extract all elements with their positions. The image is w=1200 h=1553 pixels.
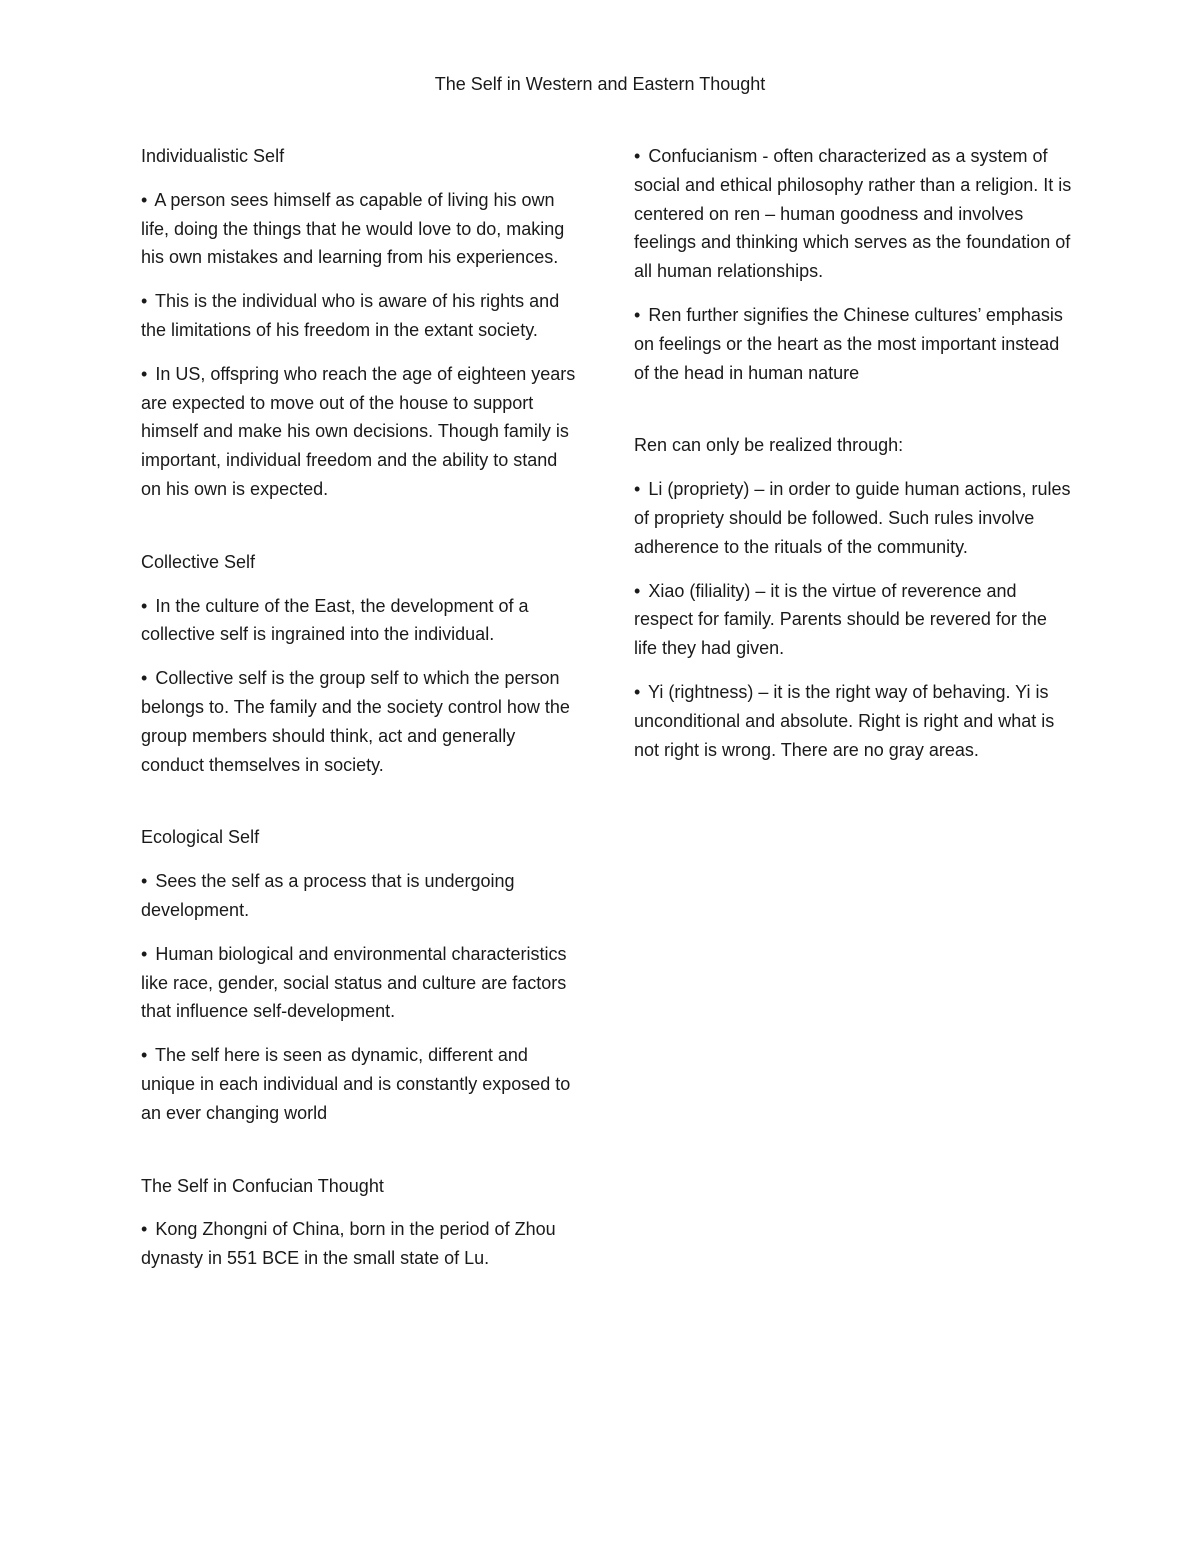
section-heading-ren: Ren can only be realized through: — [634, 435, 904, 456]
section-heading-confucian: The Self in Confucian Thought — [141, 1175, 384, 1196]
section-heading-individualistic: Individualistic Self — [141, 146, 285, 166]
bullet-item — [141, 1215, 581, 1273]
bullet-text: Li (propriety) – in order to guide human actions, rules of propriety should be followed. Such rules involve adherence to the rituals of the community. — [634, 479, 1071, 557]
bullet-icon: • — [141, 943, 148, 964]
bullet-icon: • — [634, 580, 641, 601]
bullet-icon: • — [141, 595, 148, 616]
bullet-item — [141, 360, 581, 504]
bullet-icon: • — [141, 189, 148, 210]
bullet-text: This is the individual who is aware of his rights and the limitations of his freedom in the extant society. — [141, 291, 560, 340]
bullet-item — [634, 301, 1074, 387]
section-heading-collective: Collective Self — [141, 551, 256, 572]
bullet-text: Collective self is the group self to which the person belongs to. The family and the society control how the group members should think, act and generally conduct themselves in society. — [141, 668, 570, 775]
bullet-icon: • — [141, 668, 148, 689]
page-title: The Self in Western and Eastern Thought — [434, 74, 766, 94]
bullet-text: Confucianism - often characterized as a system of social and ethical philosophy rather than a religion. It is centered on ren – human goodness and involves feelings and thinking which serves as the foundation of all human relationships. — [634, 146, 1072, 282]
bullet-text: The self here is seen as dynamic, different and unique in each individual and is constantly exposed to an ever changing world — [141, 1045, 571, 1123]
bullet-item — [141, 186, 581, 272]
bullet-text: A person sees himself as capable of living his own life, doing the things that he would love to do, making his own mistakes and learning from his experiences. — [141, 189, 565, 268]
bullet-item — [141, 867, 581, 925]
bullet-item — [634, 142, 1074, 286]
bullet-item — [634, 475, 1074, 561]
bullet-text: Ren further signifies the Chinese cultures’ emphasis on feelings or the heart as the most important instead of the head in human nature — [634, 304, 1063, 383]
bullet-item — [141, 664, 581, 779]
bullet-item — [141, 287, 581, 345]
bullet-item — [634, 678, 1074, 764]
bullet-text: Human biological and environmental characteristics like race, gender, social status and culture are factors that influence self-development. — [141, 943, 567, 1022]
bullet-item — [141, 1041, 581, 1127]
bullet-icon: • — [634, 146, 641, 166]
bullet-text: Xiao (filiality) – it is the virtue of reverence and respect for family. Parents should be revered for the life they had given. — [634, 580, 1047, 659]
bullet-icon: • — [141, 291, 148, 312]
bullet-item — [141, 940, 581, 1026]
bullet-text: In US, offspring who reach the age of eighteen years are expected to move out of the house to support himself and make his own decisions. Though family is important, individual freedom and the ability to stand on his own is expected. — [141, 363, 576, 499]
bullet-icon: • — [141, 871, 148, 892]
bullet-text: Sees the self as a process that is undergoing development. — [141, 871, 515, 920]
right-column — [634, 142, 1074, 764]
bullet-item — [634, 577, 1074, 663]
bullet-icon: • — [141, 363, 148, 384]
bullet-text: In the culture of the East, the development of a collective self is ingrained into the individual. — [141, 595, 529, 645]
bullet-text: Kong Zhongni of China, born in the period of Zhou dynasty in 551 BCE in the small state of Lu. — [141, 1219, 556, 1269]
section-heading-ecological: Ecological Self — [141, 827, 260, 848]
bullet-icon: • — [634, 304, 641, 325]
bullet-icon: • — [141, 1219, 148, 1240]
bullet-icon: • — [141, 1045, 148, 1066]
bullet-text: Yi (rightness) – it is the right way of behaving. Yi is unconditional and absolute. Right is right and what is not right is wrong. There are no gray areas. — [634, 681, 1055, 760]
left-column — [141, 142, 581, 1273]
bullet-icon: • — [634, 681, 641, 702]
bullet-icon: • — [634, 479, 641, 500]
bullet-item — [141, 592, 581, 650]
